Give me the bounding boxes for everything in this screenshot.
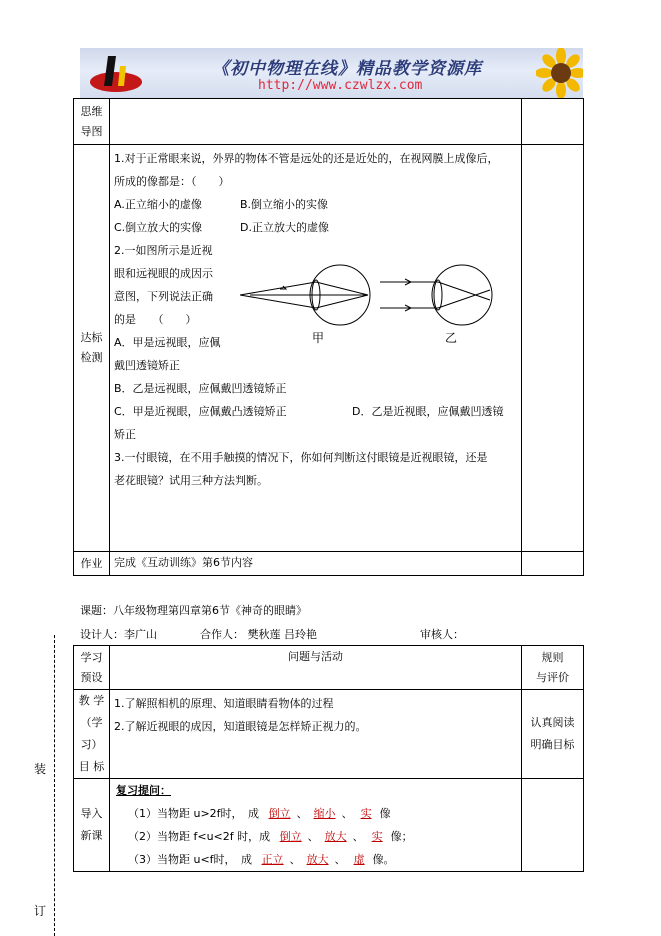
collaborators: 合作人： 樊秋莲 吕玲艳 (200, 628, 317, 641)
q2-option-a-cont: 戴凹透镜矫正 (114, 359, 180, 372)
binding-mark-bottom: 订 (34, 904, 47, 918)
mindmap-label: 思维 导图 (74, 99, 110, 145)
table-row (74, 552, 584, 576)
review-line-2-text: （2）当物距 f<u<2f 时，成 (128, 830, 271, 843)
suffix: 像。 (372, 853, 395, 866)
q2-line: 的是 （ ） (114, 313, 197, 326)
sep: 、 (334, 853, 346, 866)
check-content (110, 145, 522, 552)
sep: 、 (352, 830, 364, 843)
q1-options-row2 (114, 216, 517, 239)
suffix: 像； (390, 830, 413, 843)
suffix: 像 (379, 807, 391, 820)
goals-content (110, 690, 522, 779)
q3-text-b: 老花眼镜？试用三种方法判断。 (114, 474, 268, 487)
table-row (74, 99, 584, 145)
q3-text: 3.一付眼镜，在不用手触摸的情况下，你如何判断这付眼镜是近视眼镜，还是 (114, 451, 488, 464)
review-line-1-text: （1）当物距 u>2f时， 成 (128, 807, 260, 820)
intro-label: 导入 新课 (74, 779, 110, 872)
q1-text: 1.对于正常眼来说，外界的物体不管是远处的还是近处的，在视网膜上成像后， (114, 152, 499, 165)
goal-2: 2.了解近视眼的成因，知道眼镜是怎样矫正视力的。 (114, 720, 367, 733)
check-label: 达标 检测 (74, 145, 110, 552)
binding-mark-top: 装 (34, 762, 47, 776)
review-heading: 复习提问： (116, 784, 171, 797)
fig-label-left: 甲 (312, 331, 325, 345)
check-eval (522, 145, 584, 552)
q2-option-c: C．甲是近视眼，应佩戴凸透镜矫正 (114, 405, 287, 418)
binding-line (54, 635, 55, 936)
designer: 设计人：李广山 (80, 628, 157, 641)
review-line-2 (116, 825, 515, 848)
banner-title: 《初中物理在线》精品教学资源库 (212, 59, 482, 79)
q2-options-cd (114, 400, 517, 423)
intro-eval (522, 779, 584, 872)
header-col1: 学习 预设 (74, 646, 110, 690)
header-col3: 规则 与评价 (522, 646, 584, 690)
answer-2a: 倒立 (279, 830, 302, 843)
goals-label: 教 学 （学习） 目 标 (74, 690, 110, 779)
intro-content (110, 779, 522, 872)
homework-label: 作业 (74, 552, 110, 576)
q2-option-b: B．乙是远视眼，应佩戴凹透镜矫正 (114, 382, 287, 395)
answer-1b: 缩小 (313, 807, 336, 820)
answer-3c: 虚 (353, 853, 365, 866)
eye-diagram (240, 250, 520, 345)
answer-1a: 倒立 (268, 807, 291, 820)
exercise-table (73, 98, 584, 576)
q2-option-a: A．甲是远视眼，应佩 (114, 336, 221, 349)
q1-text-b: 所成的像都是：（ ） (114, 175, 230, 188)
mindmap-eval (522, 99, 584, 145)
homework-content: 完成《互动训练》第6节内容 (110, 552, 522, 576)
q1-option-b: B.倒立缩小的实像 (240, 198, 329, 211)
sunflower-icon (536, 48, 583, 98)
goals-eval: 认真阅读 明确目标 (522, 690, 584, 779)
mindmap-content (110, 99, 522, 145)
answer-3b: 放大 (306, 853, 329, 866)
q1-options-row1 (114, 193, 517, 216)
sep: 、 (296, 807, 308, 820)
sep: 、 (341, 807, 353, 820)
q2-option-d: D．乙是近视眼，应佩戴凹透镜 (352, 405, 504, 418)
q2-line: 2.一如图所示是近视 (114, 244, 213, 257)
q1-option-a: A.正立缩小的虚像 (114, 198, 202, 211)
answer-3a: 正立 (261, 853, 284, 866)
q1-option-d: D.正立放大的虚像 (240, 221, 329, 234)
q2-line: 意图，下列说法正确 (114, 290, 213, 303)
sep: 、 (289, 853, 301, 866)
header-banner (80, 48, 583, 98)
lesson-title: 课题：八年级物理第四章第6节《神奇的眼睛》 (80, 604, 307, 617)
goal-1: 1.了解照相机的原理、知道眼睛看物体的过程 (114, 697, 334, 710)
homework-eval (522, 552, 584, 576)
table-row (74, 779, 584, 872)
table-row (74, 690, 584, 779)
lesson-table (73, 645, 584, 872)
q2-option-c-cont: 矫正 (114, 428, 136, 441)
reviewer: 审核人： (420, 628, 464, 641)
q2-line: 眼和远视眼的成因示 (114, 267, 213, 280)
review-line-3 (116, 848, 515, 871)
table-row (74, 646, 584, 690)
site-logo-icon (86, 52, 146, 96)
answer-1c: 实 (360, 807, 372, 820)
review-line-1 (116, 802, 515, 825)
q1-option-c: C.倒立放大的实像 (114, 221, 203, 234)
sep: 、 (307, 830, 319, 843)
banner-url[interactable]: http://www.czwlzx.com (258, 78, 423, 93)
review-line-3-text: （3）当物距 u<f时， 成 (128, 853, 253, 866)
answer-2c: 实 (371, 830, 383, 843)
table-row (74, 145, 584, 552)
header-col2: 问题与活动 (110, 646, 522, 690)
fig-label-right: 乙 (445, 331, 458, 345)
answer-2b: 放大 (324, 830, 347, 843)
